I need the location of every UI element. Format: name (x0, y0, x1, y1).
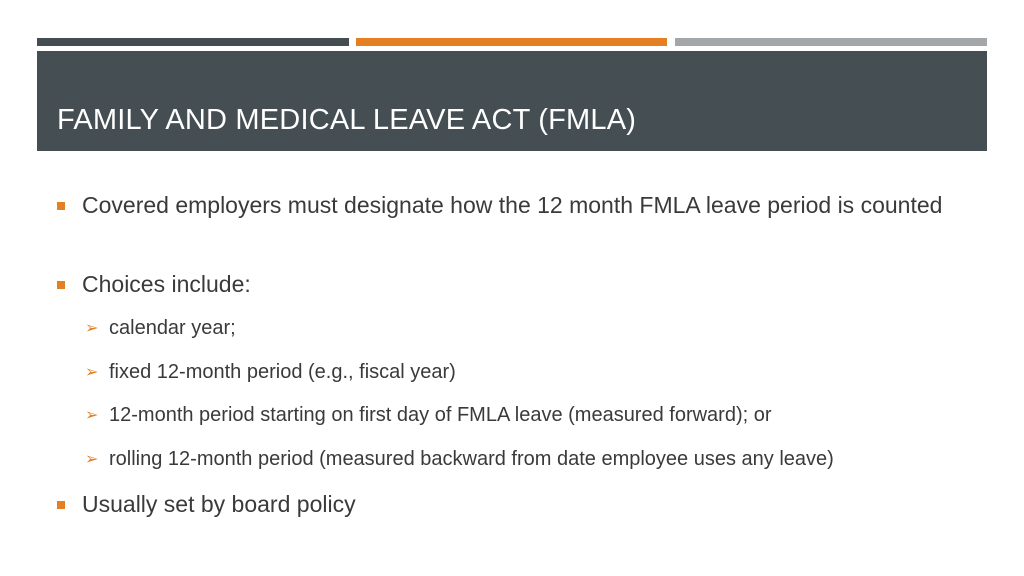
chevron-right-icon: ➢ (85, 318, 99, 337)
square-bullet-icon (57, 281, 65, 289)
slide-title: FAMILY AND MEDICAL LEAVE ACT (FMLA) (57, 104, 637, 136)
chevron-right-icon: ➢ (85, 362, 99, 381)
bullet-text: Covered employers must designate how the 12 month FMLA leave period is counted (82, 192, 943, 218)
sub-bullet-text: 12-month period starting on first day of FMLA leave (measured forward); or (109, 404, 772, 426)
sub-bullet-item (85, 401, 989, 429)
sub-bullet-item (85, 445, 989, 473)
square-bullet-icon (57, 202, 65, 210)
sub-bullet-item (85, 358, 989, 386)
chevron-right-icon: ➢ (85, 405, 99, 424)
square-bullet-icon (57, 501, 65, 509)
chevron-right-icon: ➢ (85, 449, 99, 468)
bullet-text: Usually set by board policy (82, 491, 356, 517)
sub-bullet-text: rolling 12-month period (measured backward from date employee uses any leave) (109, 448, 834, 470)
sub-bullet-text: fixed 12-month period (e.g., fiscal year) (109, 361, 456, 383)
sub-bullet-text: calendar year; (109, 317, 236, 339)
bullet-item (82, 488, 962, 521)
bullet-item (82, 189, 962, 222)
sub-bullet-item (85, 314, 989, 342)
bullet-text: Choices include: (82, 271, 251, 297)
bullet-item (82, 268, 962, 301)
